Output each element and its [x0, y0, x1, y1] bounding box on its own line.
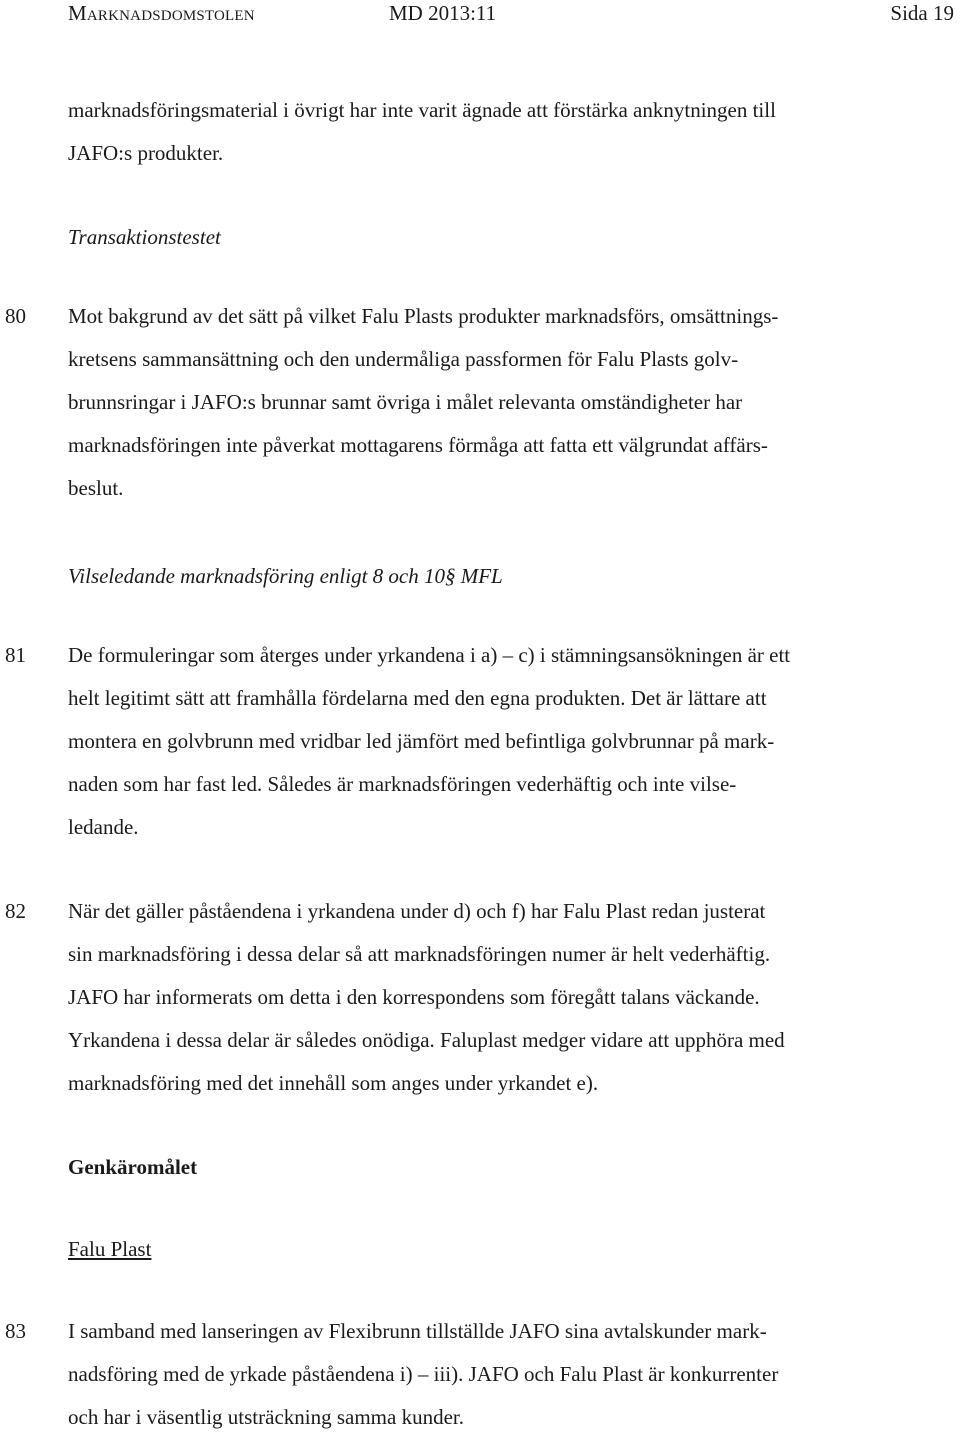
text-line: Mot bakgrund av det sätt på vilket Falu Plasts produkter marknadsförs, omsättnings-	[68, 304, 779, 328]
text-line: montera en golvbrunn med vridbar led jämfört med befintliga golvbrunnar på mark-	[68, 729, 775, 753]
text-line: brunnsringar i JAFO:s brunnar samt övriga i målet relevanta omständigheter har	[68, 390, 743, 414]
text-line: nadsföring med de yrkade påståendena i) – iii). JAFO och Falu Plast är konkurrenter	[68, 1362, 779, 1386]
text-line: ledande.	[68, 815, 139, 839]
section-heading-counterclaim: Genkäromålet	[68, 1155, 198, 1179]
text-line: helt legitimt sätt att framhålla fördelarna med den egna produkten. Det är lättare att	[68, 686, 767, 710]
text-line: JAFO:s produkter.	[68, 141, 224, 165]
text-line: marknadsföring med det innehåll som anges under yrkandet e).	[68, 1071, 599, 1095]
section-heading-transaction: Transaktionstestet	[68, 225, 221, 249]
subsection-heading-falu-plast: Falu Plast	[68, 1237, 152, 1261]
paragraph-81	[68, 634, 960, 849]
paragraph-number-80: 80	[5, 304, 26, 328]
court-name: Marknadsdomstolen	[68, 1, 255, 25]
text-line: I samband med lanseringen av Flexibrunn tillställde JAFO sina avtalskunder mark-	[68, 1319, 767, 1343]
section-heading-misleading: Vilseledande marknadsföring enligt 8 och 10§ MFL	[68, 564, 503, 588]
paragraph-80	[68, 295, 960, 510]
text-line: kretsens sammansättning och den undermåliga passformen för Falu Plasts golv-	[68, 347, 739, 371]
intro-paragraph	[68, 89, 960, 175]
paragraph-number-83: 83	[5, 1319, 26, 1343]
text-line: naden som har fast led. Således är marknadsföringen vederhäftig och inte vilse-	[68, 772, 737, 796]
paragraph-82	[68, 890, 960, 1105]
text-line: Yrkandena i dessa delar är således onödiga. Faluplast medger vidare att upphöra med	[68, 1028, 785, 1052]
text-line: De formuleringar som återges under yrkandena i a) – c) i stämningsansökningen är ett	[68, 643, 791, 667]
text-line: marknadsföringsmaterial i övrigt har inte varit ägnade att förstärka anknytningen till	[68, 98, 776, 122]
text-line: beslut.	[68, 476, 124, 500]
paragraph-number-82: 82	[5, 899, 26, 923]
text-line: JAFO har informerats om detta i den korrespondens som föregått talans väckande.	[68, 985, 760, 1009]
text-line: sin marknadsföring i dessa delar så att marknadsföringen numer är helt vederhäftig.	[68, 942, 771, 966]
text-line: marknadsföringen inte påverkat mottagarens förmåga att fatta ett välgrundat affärs-	[68, 433, 768, 457]
paragraph-number-81: 81	[5, 643, 26, 667]
paragraph-83	[68, 1310, 960, 1439]
text-line: och har i väsentlig utsträckning samma kunder.	[68, 1405, 464, 1429]
case-number: MD 2013:11	[389, 1, 497, 25]
page-number: Sida 19	[890, 1, 954, 25]
page-header	[0, 0, 960, 30]
text-line: När det gäller påståendena i yrkandena under d) och f) har Falu Plast redan justerat	[68, 899, 766, 923]
